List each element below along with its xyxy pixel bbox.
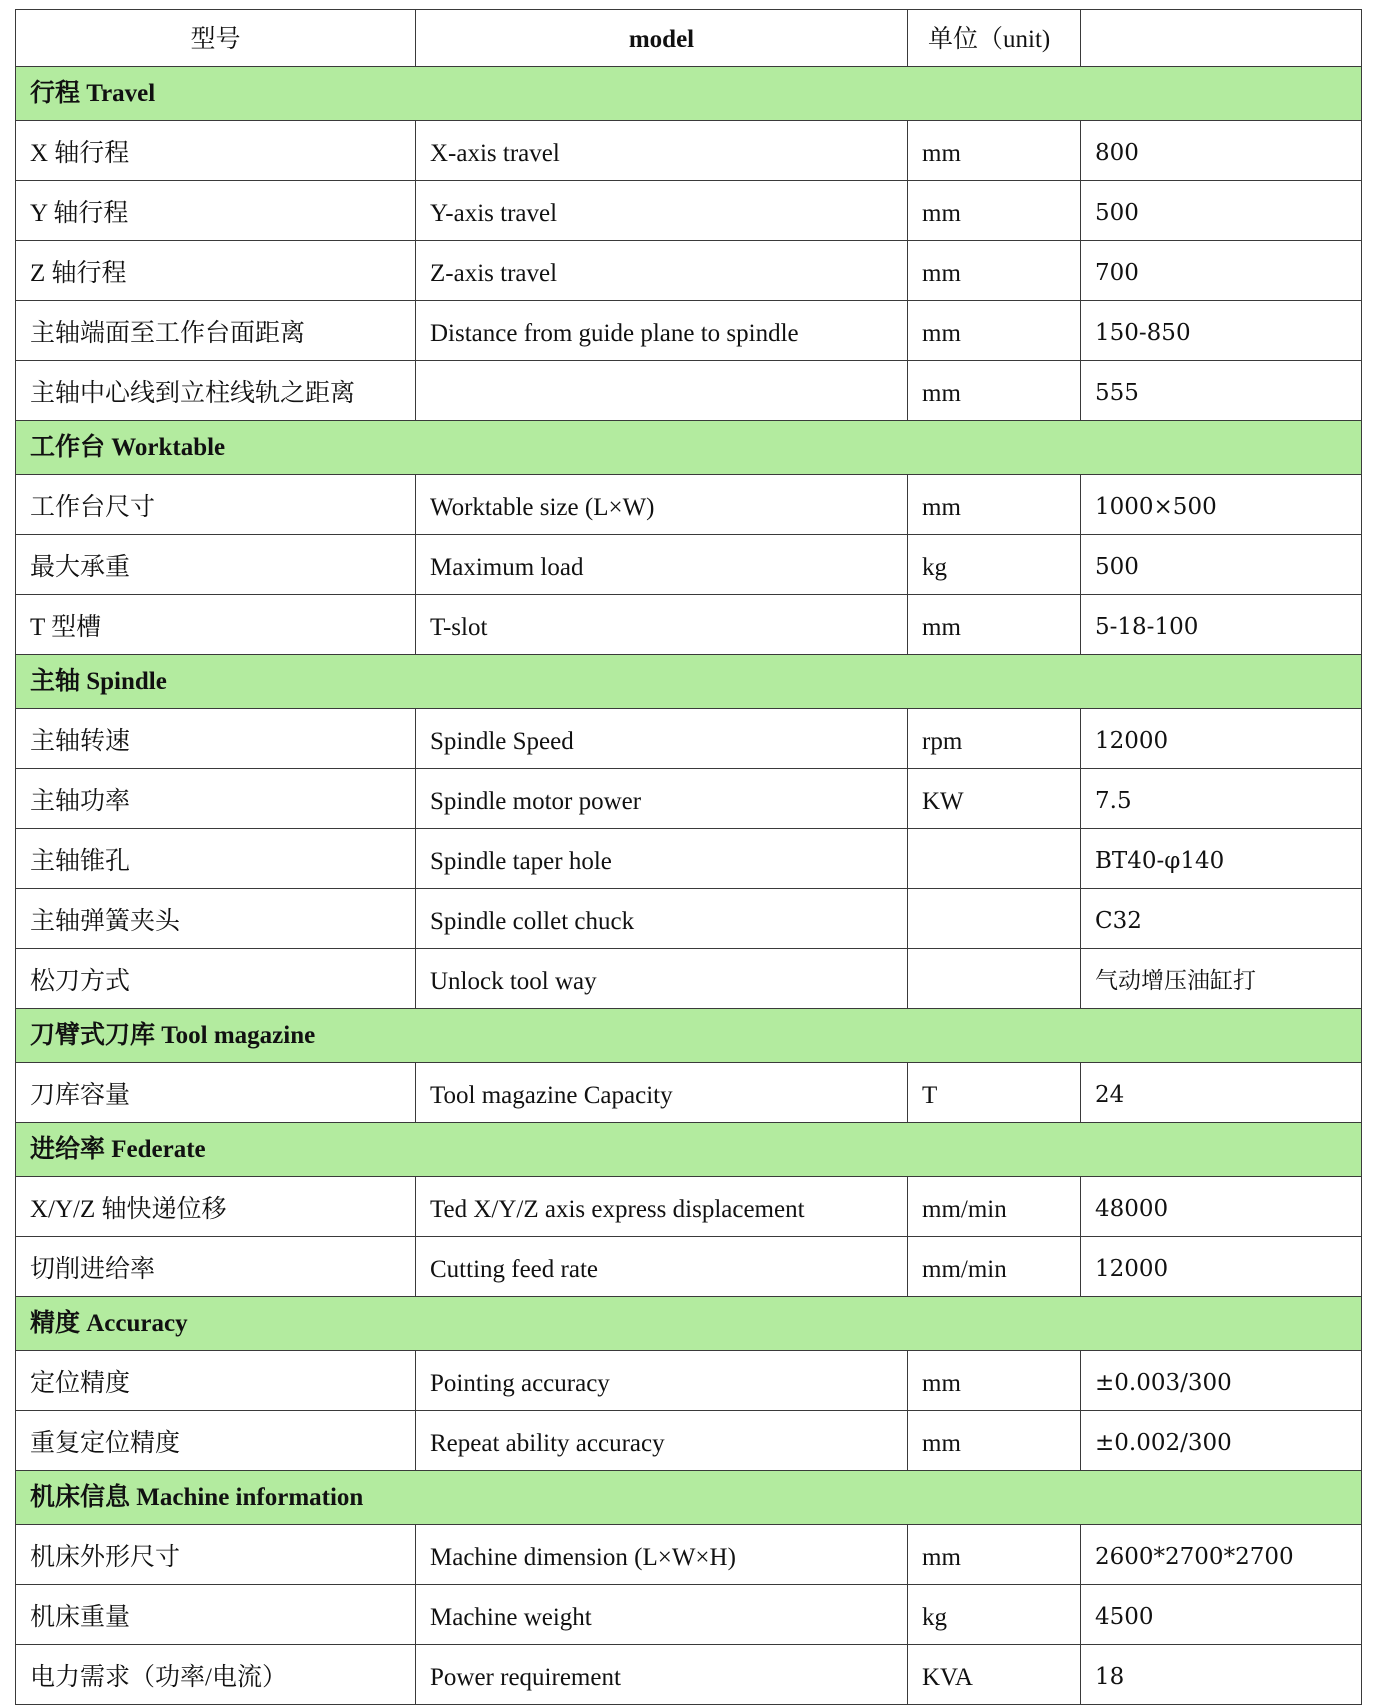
spec-name-cn: 工作台尺寸 (16, 475, 416, 535)
section-title: 工作台 Worktable (16, 421, 1362, 475)
spec-name-en: Distance from guide plane to spindle (416, 301, 908, 361)
spec-name-en: Machine dimension (L×W×H) (416, 1525, 908, 1585)
spec-value: ±0.002/300 (1081, 1411, 1362, 1471)
header-cn: 型号 (16, 10, 416, 67)
spec-row (16, 121, 1362, 181)
spec-unit: KVA (908, 1645, 1081, 1705)
section-title: 精度 Accuracy (16, 1297, 1362, 1351)
spec-name-en: Spindle Speed (416, 709, 908, 769)
spec-name-en: Z-axis travel (416, 241, 908, 301)
spec-unit (908, 829, 1081, 889)
spec-name-cn: 切削进给率 (16, 1237, 416, 1297)
spec-row (16, 1645, 1362, 1705)
header-value (1081, 10, 1362, 67)
spec-value: 700 (1081, 241, 1362, 301)
spec-row (16, 181, 1362, 241)
spec-name-en: Cutting feed rate (416, 1237, 908, 1297)
spec-name-en: Spindle collet chuck (416, 889, 908, 949)
spec-name-cn: 定位精度 (16, 1351, 416, 1411)
section-title: 行程 Travel (16, 67, 1362, 121)
spec-name-en: Repeat ability accuracy (416, 1411, 908, 1471)
spec-name-en: Power requirement (416, 1645, 908, 1705)
spec-unit: mm (908, 595, 1081, 655)
spec-unit (908, 949, 1081, 1009)
spec-row (16, 829, 1362, 889)
spec-unit: mm (908, 1525, 1081, 1585)
spec-name-en: Spindle motor power (416, 769, 908, 829)
spec-name-cn: 刀库容量 (16, 1063, 416, 1123)
spec-name-en: Pointing accuracy (416, 1351, 908, 1411)
header-model: model (416, 10, 908, 67)
spec-name-cn: 主轴中心线到立柱线轨之距离 (16, 361, 416, 421)
spec-row (16, 1237, 1362, 1297)
section-row (16, 1297, 1362, 1351)
spec-name-en (416, 361, 908, 421)
spec-row (16, 475, 1362, 535)
spec-name-cn: 机床重量 (16, 1585, 416, 1645)
spec-row (16, 949, 1362, 1009)
section-row (16, 1471, 1362, 1525)
spec-value: 气动增压油缸打 (1081, 949, 1362, 1009)
spec-value: 48000 (1081, 1177, 1362, 1237)
section-title: 主轴 Spindle (16, 655, 1362, 709)
spec-name-en: Tool magazine Capacity (416, 1063, 908, 1123)
spec-row (16, 301, 1362, 361)
spec-value: 18 (1081, 1645, 1362, 1705)
spec-name-cn: X 轴行程 (16, 121, 416, 181)
spec-unit: mm (908, 361, 1081, 421)
spec-row (16, 1063, 1362, 1123)
spec-value: 150-850 (1081, 301, 1362, 361)
spec-name-cn: 主轴弹簧夹头 (16, 889, 416, 949)
spec-unit: mm/min (908, 1177, 1081, 1237)
spec-unit: mm (908, 475, 1081, 535)
section-title: 刀臂式刀库 Tool magazine (16, 1009, 1362, 1063)
spec-name-en: Unlock tool way (416, 949, 908, 1009)
section-title: 进给率 Federate (16, 1123, 1362, 1177)
spec-value: 555 (1081, 361, 1362, 421)
spec-value: ±0.003/300 (1081, 1351, 1362, 1411)
spec-unit: mm (908, 301, 1081, 361)
section-row (16, 421, 1362, 475)
spec-unit: kg (908, 1585, 1081, 1645)
spec-value: 2600*2700*2700 (1081, 1525, 1362, 1585)
section-title: 机床信息 Machine information (16, 1471, 1362, 1525)
spec-name-cn: Y 轴行程 (16, 181, 416, 241)
spec-name-en: Worktable size (L×W) (416, 475, 908, 535)
spec-row (16, 1585, 1362, 1645)
spec-row (16, 1411, 1362, 1471)
spec-name-cn: Z 轴行程 (16, 241, 416, 301)
spec-name-cn: 机床外形尺寸 (16, 1525, 416, 1585)
spec-row (16, 769, 1362, 829)
spec-name-cn: X/Y/Z 轴快递位移 (16, 1177, 416, 1237)
spec-row (16, 361, 1362, 421)
spec-row (16, 241, 1362, 301)
spec-unit: mm (908, 241, 1081, 301)
spec-name-cn: 主轴功率 (16, 769, 416, 829)
spec-name-en: Spindle taper hole (416, 829, 908, 889)
spec-name-cn: 松刀方式 (16, 949, 416, 1009)
spec-name-cn: 最大承重 (16, 535, 416, 595)
spec-row (16, 535, 1362, 595)
spec-name-cn: 主轴锥孔 (16, 829, 416, 889)
spec-unit (908, 889, 1081, 949)
spec-table (15, 9, 1362, 1705)
spec-unit: kg (908, 535, 1081, 595)
spec-value: 1000×500 (1081, 475, 1362, 535)
spec-unit: T (908, 1063, 1081, 1123)
spec-row (16, 709, 1362, 769)
spec-name-cn: T 型槽 (16, 595, 416, 655)
spec-unit: KW (908, 769, 1081, 829)
spec-row (16, 1351, 1362, 1411)
section-row (16, 67, 1362, 121)
section-row (16, 655, 1362, 709)
spec-unit: mm (908, 1411, 1081, 1471)
spec-row (16, 889, 1362, 949)
section-row (16, 1009, 1362, 1063)
spec-unit: mm (908, 1351, 1081, 1411)
spec-name-en: Ted X/Y/Z axis express displacement (416, 1177, 908, 1237)
section-row (16, 1123, 1362, 1177)
spec-name-cn: 电力需求（功率/电流） (16, 1645, 416, 1705)
spec-name-cn: 主轴端面至工作台面距离 (16, 301, 416, 361)
spec-value: 12000 (1081, 709, 1362, 769)
spec-value: 24 (1081, 1063, 1362, 1123)
spec-name-en: T-slot (416, 595, 908, 655)
spec-unit: mm/min (908, 1237, 1081, 1297)
spec-name-cn: 主轴转速 (16, 709, 416, 769)
spec-table-body (16, 10, 1362, 1705)
spec-unit: rpm (908, 709, 1081, 769)
spec-value: 500 (1081, 535, 1362, 595)
spec-row (16, 595, 1362, 655)
spec-value: BT40-φ140 (1081, 829, 1362, 889)
spec-value: 12000 (1081, 1237, 1362, 1297)
spec-value: 7.5 (1081, 769, 1362, 829)
spec-name-cn: 重复定位精度 (16, 1411, 416, 1471)
spec-unit: mm (908, 181, 1081, 241)
header-unit: 单位（unit) (908, 10, 1081, 67)
spec-value: 5-18-100 (1081, 595, 1362, 655)
spec-name-en: Maximum load (416, 535, 908, 595)
spec-name-en: Machine weight (416, 1585, 908, 1645)
spec-value: 500 (1081, 181, 1362, 241)
header-row (16, 10, 1362, 67)
spec-unit: mm (908, 121, 1081, 181)
spec-value: 800 (1081, 121, 1362, 181)
spec-value: C32 (1081, 889, 1362, 949)
spec-name-en: X-axis travel (416, 121, 908, 181)
spec-row (16, 1525, 1362, 1585)
spec-name-en: Y-axis travel (416, 181, 908, 241)
spec-value: 4500 (1081, 1585, 1362, 1645)
spec-row (16, 1177, 1362, 1237)
